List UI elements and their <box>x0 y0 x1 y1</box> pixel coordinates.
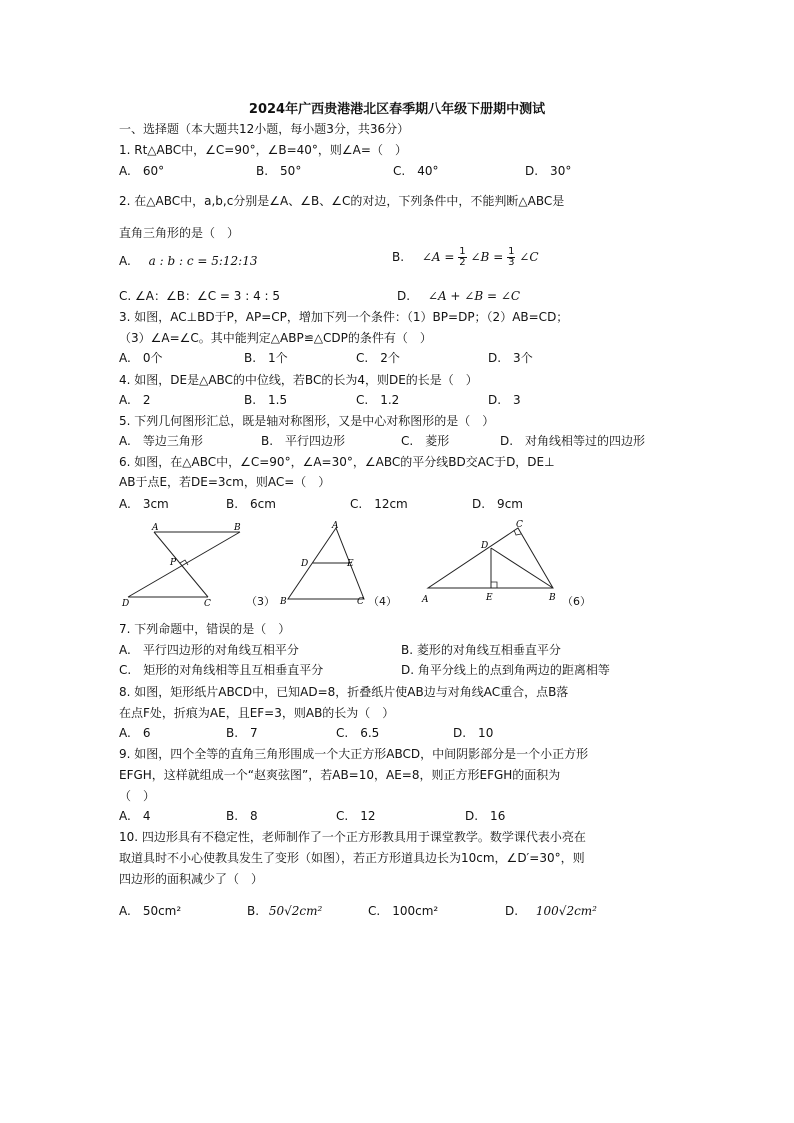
q10-option-c[interactable]: C. 100cm² <box>368 904 439 918</box>
q4-option-b[interactable]: B. 1.5 <box>244 393 288 407</box>
q2-option-c[interactable]: C. ∠A：∠B：∠C = 3 : 4 : 5 <box>119 289 281 303</box>
fig3-point-d: D <box>122 599 130 608</box>
fig3-point-c: C <box>204 599 211 608</box>
figure-6-caption: （6） <box>562 595 591 608</box>
q8-option-c[interactable]: C. 6.5 <box>336 726 380 740</box>
q6-stem-line1: 6. 如图，在△ABC中，∠C=90°，∠A=30°，∠ABC的平分线BD交AC于D，DE⊥ <box>119 455 555 469</box>
q3-option-c[interactable]: C. 2个 <box>356 351 400 365</box>
q2-option-d-label: D. <box>397 289 411 303</box>
q3-stem-line2: （3）∠A=∠C。其中能判定△ABP≌△CDP的条件有（ ） <box>119 331 432 345</box>
fraction-half-den: 2 <box>459 257 466 268</box>
q2-option-d-math: ∠A + ∠B = ∠C <box>427 289 521 303</box>
q8-option-d[interactable]: D. 10 <box>453 726 494 740</box>
q2-option-a[interactable] <box>119 253 257 269</box>
q8-option-a[interactable]: A. 6 <box>119 726 151 740</box>
section-heading: 一、选择题（本大题共12小题，每小题3分，共36分） <box>119 122 410 136</box>
q2-option-a-label: A. <box>119 254 131 268</box>
fig6-point-b: B <box>549 593 556 603</box>
fig3-point-p: P <box>170 558 177 568</box>
fraction-half-num: 1 <box>459 246 466 257</box>
q5-option-a[interactable]: A. 等边三角形 <box>119 434 203 448</box>
q2-option-b-label: B. <box>392 250 405 264</box>
q2-option-a-math: a : b : c = 5:12:13 <box>148 254 258 268</box>
q4-stem: 4. 如图，DE是△ABC的中位线，若BC的长为4，则DE的长是（ ） <box>119 373 478 387</box>
figure-3-caption: （3） <box>246 595 275 608</box>
q4-option-c[interactable]: C. 1.2 <box>356 393 400 407</box>
q6-option-d[interactable]: D. 9cm <box>472 497 523 511</box>
q10-stem-line3: 四边形的面积减少了（ ） <box>119 872 264 886</box>
q2-option-b-mid: ∠B = <box>470 250 504 264</box>
q9-stem-line3: （ ） <box>119 789 156 803</box>
fig6-point-d: D <box>481 541 489 551</box>
q10-option-b-label: B. <box>247 904 260 918</box>
fig4-point-d: D <box>301 559 309 569</box>
figure-6-diagram <box>418 518 568 608</box>
q7-option-a[interactable]: A. 平行四边形的对角线互相平分 <box>119 643 299 657</box>
q7-option-c[interactable]: C. 矩形的对角线相等且互相垂直平分 <box>119 663 324 677</box>
q9-option-b[interactable]: B. 8 <box>226 809 258 823</box>
q3-option-a[interactable]: A. 0个 <box>119 351 163 365</box>
q7-stem: 7. 下列命题中，错误的是（ ） <box>119 622 291 636</box>
q8-stem-line2: 在点F处，折痕为AE，且EF=3，则AB的长为（ ） <box>119 706 395 720</box>
q5-option-d[interactable]: D. 对角线相等过的四边形 <box>500 434 646 448</box>
q2-option-b-post: ∠C <box>519 250 539 264</box>
figure-4-diagram <box>278 520 378 608</box>
q1-stem: 1. Rt△ABC中，∠C=90°，∠B=40°，则∠A=（ ） <box>119 143 407 157</box>
q10-option-a[interactable]: A. 50cm² <box>119 904 182 918</box>
q5-stem: 5. 下列几何图形汇总，既是轴对称图形，又是中心对称图形的是（ ） <box>119 414 495 428</box>
q7-option-b[interactable]: B. 菱形的对角线互相垂直平分 <box>401 643 561 657</box>
q2-option-b[interactable] <box>392 247 539 268</box>
q10-option-d[interactable] <box>505 903 597 919</box>
q1-option-a[interactable]: A. 60° <box>119 164 165 178</box>
q1-option-c[interactable]: C. 40° <box>393 164 439 178</box>
q6-option-b[interactable]: B. 6cm <box>226 497 276 511</box>
q9-stem-line2: EFGH，这样就组成一个“赵爽弦图”，若AB=10，AE=8，则正方形EFGH的面积为 <box>119 768 561 782</box>
fig6-point-e: E <box>486 593 493 603</box>
fig4-point-c: C <box>357 597 364 607</box>
q9-stem-line1: 9. 如图，四个全等的直角三角形围成一个大正方形ABCD，中间阴影部分是一个小正方形 <box>119 747 589 761</box>
q9-option-d[interactable]: D. 16 <box>465 809 506 823</box>
q6-option-c[interactable]: C. 12cm <box>350 497 408 511</box>
figure-3-diagram <box>118 522 258 608</box>
fraction-third-num: 1 <box>508 246 515 257</box>
q7-option-d[interactable]: D. 角平分线上的点到角两边的距离相等 <box>401 663 610 677</box>
q3-stem-line1: 3. 如图，AC⊥BD于P，AP=CP，增加下列一个条件：（1）BP=DP；（2）AB=CD； <box>119 310 569 324</box>
fig3-point-b: B <box>234 523 241 533</box>
q10-stem-line1: 10. 四边形具有不稳定性，老师制作了一个正方形教具用于课堂教学。数学课代表小亮在 <box>119 830 586 844</box>
page-title: 2024年广西贵港港北区春季期八年级下册期中测试 <box>248 102 546 117</box>
q5-option-b[interactable]: B. 平行四边形 <box>261 434 346 448</box>
q10-option-d-math: 100√2cm² <box>535 904 597 918</box>
q1-option-d[interactable]: D. 30° <box>525 164 572 178</box>
fig4-point-e: E <box>347 559 354 569</box>
q10-option-b-math: 50√2cm² <box>268 904 323 918</box>
q3-option-b[interactable]: B. 1个 <box>244 351 288 365</box>
q9-option-c[interactable]: C. 12 <box>336 809 376 823</box>
fig6-point-a: A <box>422 595 429 605</box>
fraction-third <box>507 247 515 268</box>
q4-option-d[interactable]: D. 3 <box>488 393 521 407</box>
q6-stem-line2: AB于点E，若DE=3cm，则AC=（ ） <box>119 475 331 489</box>
q8-stem-line1: 8. 如图，矩形纸片ABCD中，已知AD=8，折叠纸片使AB边与对角线AC重合，点B落 <box>119 685 569 699</box>
q10-option-d-label: D. <box>505 904 519 918</box>
q2-option-b-pre: ∠A = <box>421 250 455 264</box>
fig6-point-c: C <box>516 520 523 530</box>
q5-option-c[interactable]: C. 菱形 <box>401 434 450 448</box>
q10-option-b[interactable] <box>247 903 322 919</box>
q2-stem-line2: 直角三角形的是（ ） <box>119 226 240 240</box>
fraction-third-den: 3 <box>508 257 515 268</box>
figure-4-caption: （4） <box>368 595 397 608</box>
fig3-point-a: A <box>152 523 159 533</box>
q4-option-a[interactable]: A. 2 <box>119 393 151 407</box>
q1-option-b[interactable]: B. 50° <box>256 164 302 178</box>
q6-option-a[interactable]: A. 3cm <box>119 497 169 511</box>
q2-option-d[interactable] <box>397 288 520 304</box>
fig4-point-a: A <box>332 521 339 531</box>
q10-stem-line2: 取道具时不小心使教具发生了变形（如图），若正方形道具边长为10cm，∠D′=30°，则 <box>119 851 585 865</box>
q2-stem-line1: 2. 在△ABC中，a,b,c分别是∠A、∠B、∠C的对边，下列条件中，不能判断△ABC是 <box>119 194 565 208</box>
fraction-half <box>458 247 466 268</box>
q9-option-a[interactable]: A. 4 <box>119 809 151 823</box>
q8-option-b[interactable]: B. 7 <box>226 726 258 740</box>
q3-option-d[interactable]: D. 3个 <box>488 351 533 365</box>
fig4-point-b: B <box>280 597 287 607</box>
